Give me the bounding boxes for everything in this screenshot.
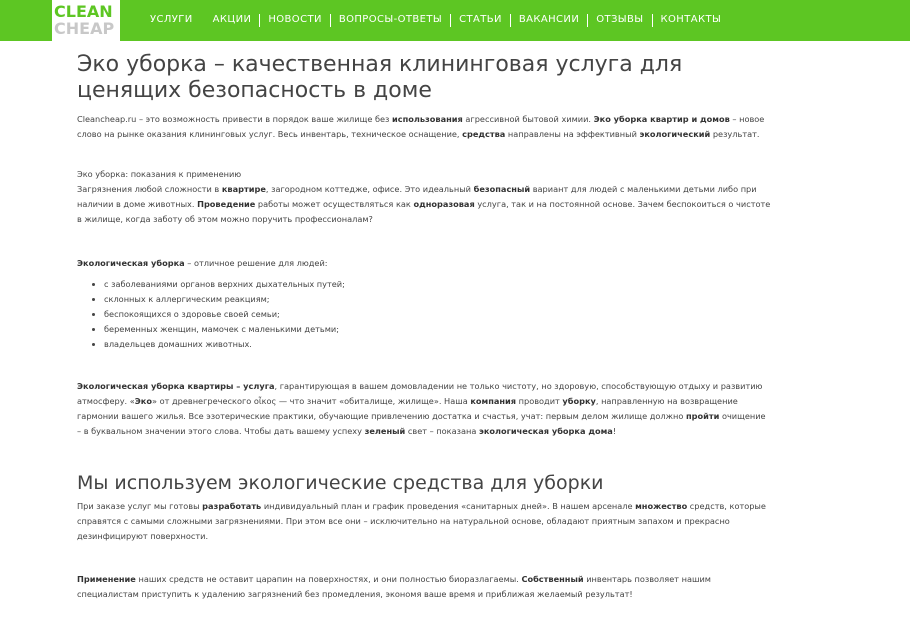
list-item: • владельцев домашних животных. xyxy=(104,337,772,352)
text-segment: индивидуальный план и график проведения «санитарных дней». В нашем арсенале xyxy=(261,501,636,511)
text-segment: ! xyxy=(612,426,617,436)
bold-keyword: квартире xyxy=(221,184,266,194)
bold-keyword: Экологическая уборка квартиры – услуга xyxy=(77,381,275,391)
bold-keyword: множество xyxy=(635,501,688,511)
nav-link-articles[interactable]: СТАТЬИ xyxy=(459,14,502,25)
text-segment: направлены на эффективный xyxy=(505,129,640,139)
bold-keyword: Эко xyxy=(134,396,152,406)
bold-keyword: Проведение xyxy=(197,199,256,209)
means-paragraph xyxy=(77,499,772,544)
top-navigation-bar xyxy=(0,0,910,41)
text-segment: работы может осуществляться как xyxy=(255,199,414,209)
text-segment: агрессивной бытовой химии. xyxy=(462,114,594,124)
nav-link-reviews[interactable]: ОТЗЫВЫ xyxy=(596,14,644,25)
text-segment: инвентарь позволяет нашим специалистам приступить к удалению загрязнений без промедления, экономя ваше время и приближая желаемый результат! xyxy=(77,574,711,599)
bold-keyword: Применение xyxy=(77,574,136,584)
bold-keyword: использования xyxy=(392,114,463,124)
list-item: • с заболеваниями органов верхних дыхательных путей; xyxy=(104,277,772,292)
bold-keyword: уборку xyxy=(562,396,596,406)
text-segment: вариант для людей с маленькими детьми либо при наличии в доме животных. xyxy=(77,184,757,209)
text-segment: При заказе услуг мы готовы xyxy=(77,501,203,511)
text-segment: проводит xyxy=(516,396,563,406)
nav-link-contacts[interactable]: КОНТАКТЫ xyxy=(660,14,722,25)
nav-divider xyxy=(450,14,451,27)
text-segment: Cleancheap.ru – это возможность привести в порядок ваше жилище без xyxy=(77,114,392,124)
nav-link-vacancies[interactable]: ВАКАНСИИ xyxy=(518,14,580,25)
nav-divider xyxy=(330,14,331,27)
nav-divider xyxy=(510,14,511,27)
nav-divider xyxy=(652,14,653,27)
usage-heading: Эко уборка: показания к применению xyxy=(77,169,242,179)
bold-keyword: безопасный xyxy=(473,184,531,194)
text-segment: , гарантирующая в вашем домовладении не только чистоту, но здоровую, способствующую отдыху и развитию атмосферу. « xyxy=(77,381,763,406)
for-whom-paragraph xyxy=(77,256,772,271)
logo-text-cheap: CHEAP xyxy=(54,19,115,38)
text-segment: , направленную на возвращение гармонии вашего жилья. Все эзотерические практики, обучающие привлечению достатка и счастья, учат: первым делом жилище должно xyxy=(77,396,738,421)
nav-divider xyxy=(587,14,588,27)
bold-keyword: экологический xyxy=(639,129,711,139)
list-item: • беспокоящихся о здоровье своей семьи; xyxy=(104,307,772,322)
nav-link-services[interactable]: УСЛУГИ xyxy=(150,14,193,25)
bold-keyword: разработать xyxy=(202,501,262,511)
nav-link-faq[interactable]: ВОПРОСЫ-ОТВЕТЫ xyxy=(338,14,443,25)
target-audience-list xyxy=(77,277,772,352)
text-segment: , загородном коттедже, офисе. Это идеальный xyxy=(265,184,474,194)
list-item: • склонных к аллергическим реакциям; xyxy=(104,292,772,307)
bold-keyword: зеленый xyxy=(364,426,406,436)
nav-link-promotions[interactable]: АКЦИИ xyxy=(212,14,252,25)
bold-keyword: Эко уборка квартир и домов xyxy=(593,114,730,124)
text-segment: – новое слово на рынке оказания клининговых услуг. Весь инвентарь, техническое оснащение, xyxy=(77,114,765,139)
text-segment: средств, которые справятся с самыми сложными загрязнениями. При этом все они – исключительно на натуральной основе, обладают приятным запахом и прекрасно дезинфицируют поверхности. xyxy=(77,501,766,541)
bold-keyword: пройти xyxy=(685,411,720,421)
bold-keyword: Собственный xyxy=(521,574,584,584)
about-paragraph xyxy=(77,379,772,439)
usage-paragraph xyxy=(77,167,772,227)
bold-keyword: экологическая уборка дома xyxy=(478,426,613,436)
text-segment: – отличное решение для людей: xyxy=(184,258,328,268)
text-segment: результат. xyxy=(710,129,760,139)
logo-text-clean: CLEAN xyxy=(54,2,113,21)
text-segment: услуга, так и на постоянной основе. Зачем беспокоиться о чистоте в жилище, когда заботу об этом можно поручить профессионалам? xyxy=(77,199,771,224)
text-segment: очищение – в буквальном значении этого слова. Чтобы дать вашему успеху xyxy=(77,411,766,436)
section-subtitle: Мы используем экологические средства для уборки xyxy=(77,472,604,494)
bold-keyword: одноразовая xyxy=(413,199,475,209)
text-segment: наших средств не оставит царапин на поверхностях, и они полностью биоразлагаемы. xyxy=(135,574,522,584)
bold-keyword: Экологическая уборка xyxy=(77,258,185,268)
nav-link-news[interactable]: НОВОСТИ xyxy=(268,14,322,25)
nav-divider xyxy=(259,14,260,27)
text-segment: свет – показана xyxy=(405,426,479,436)
bold-keyword: средства xyxy=(462,129,506,139)
article-content xyxy=(77,52,772,602)
apply-paragraph xyxy=(77,572,772,602)
intro-paragraph xyxy=(77,112,772,142)
text-segment: » от древнегреческого οἶκος — что значит «обиталище, жилище». Наша xyxy=(151,396,471,406)
list-item: • беременных женщин, мамочек с маленькими детьми; xyxy=(104,322,772,337)
site-logo[interactable] xyxy=(52,0,120,41)
page-title: Эко уборка – качественная клининговая услуга для ценящих безопасность в доме xyxy=(77,52,683,103)
bold-keyword: компания xyxy=(470,396,517,406)
main-menu xyxy=(150,12,721,28)
text-segment: Загрязнения любой сложности в xyxy=(77,184,222,194)
